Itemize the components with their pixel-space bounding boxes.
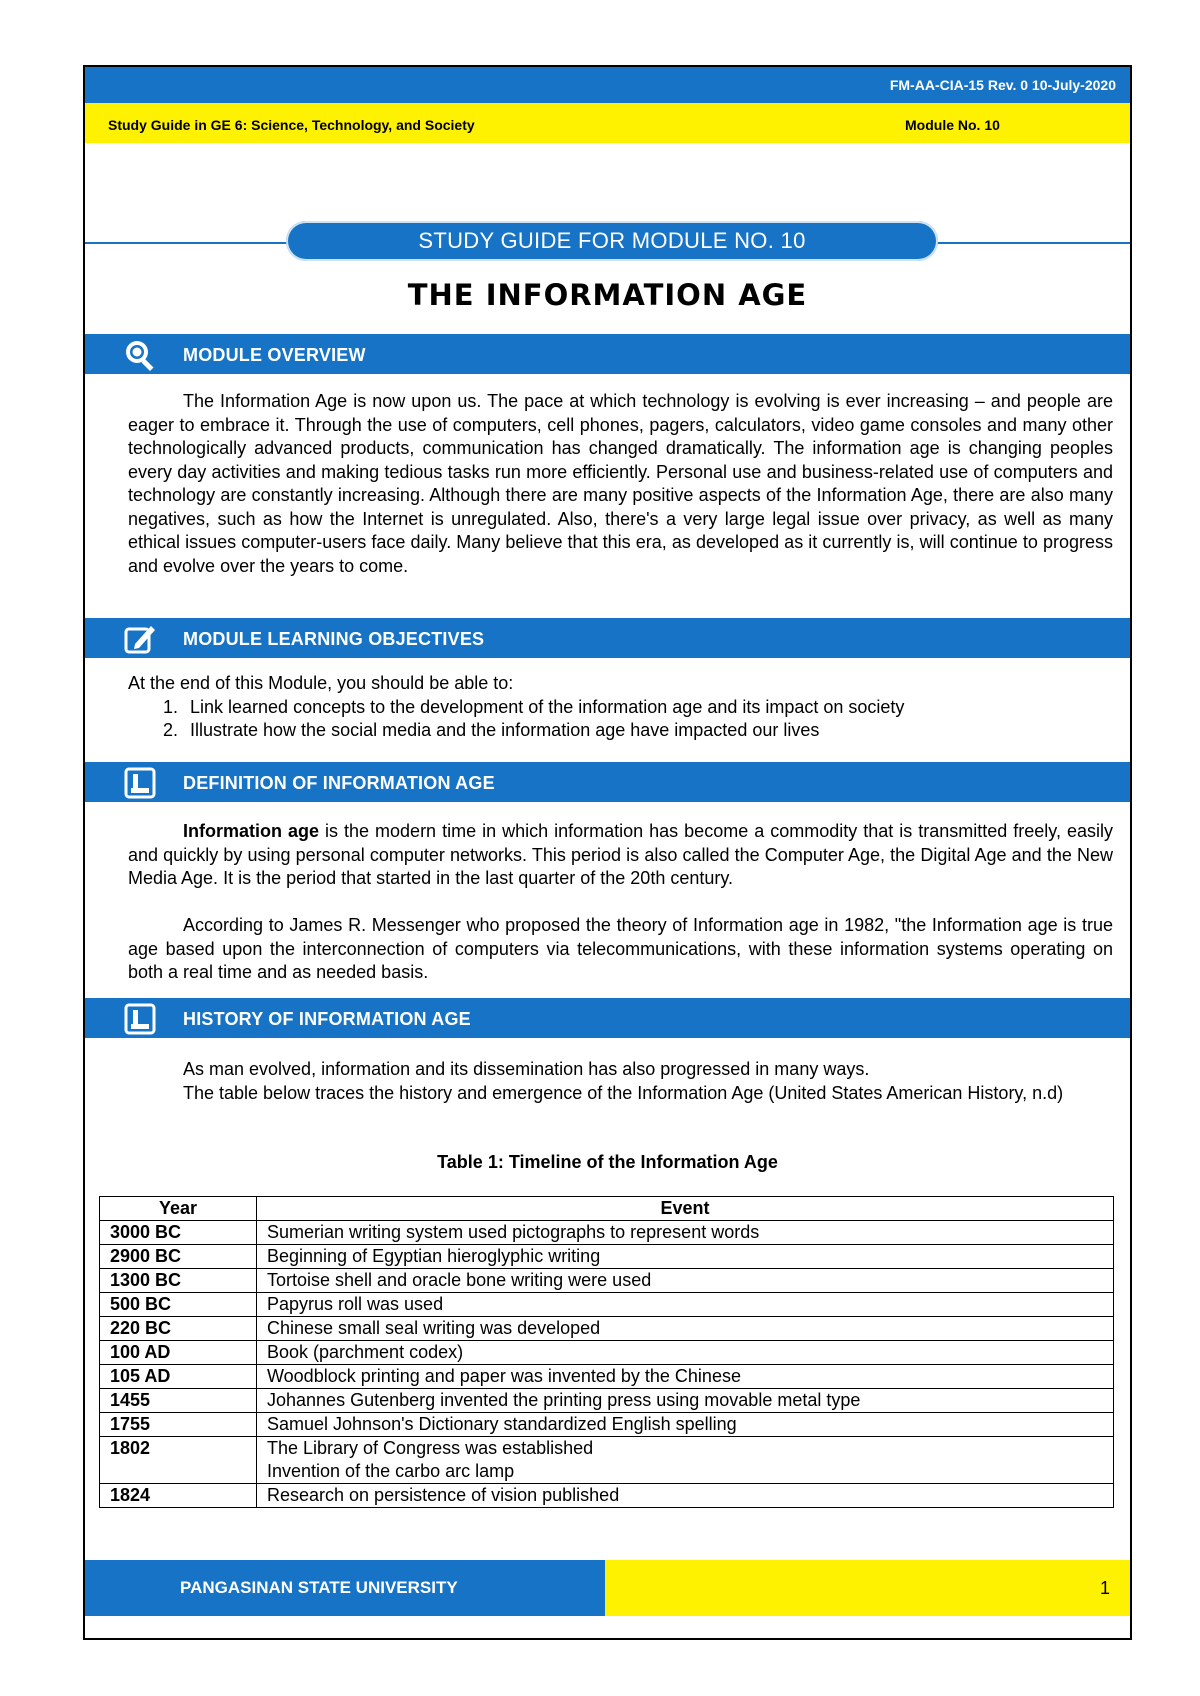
event-text: Sumerian writing system used pictographs to represent words [267, 1222, 760, 1242]
section-overview-label: MODULE OVERVIEW [183, 345, 366, 365]
table-cell-year: 2900 BC [100, 1245, 257, 1269]
event-text: Johannes Gutenberg invented the printing press using movable metal type [267, 1390, 861, 1410]
table-row [100, 1437, 1114, 1484]
reading-icon [123, 766, 157, 800]
overview-paragraph: The Information Age is now upon us. The pace at which technology is evolving is ever increasing – and people are eager to embrace it. Through the use of computers, cell phones, pagers, calculators, video game consoles and many other technologically advanced products, communication has changed dramatically. The information age is changing peoples every day activities and making tedious tasks run more efficiently. Personal use and business-related use of computers and technology are constantly increasing. Although there are many positive aspects of the Information Age, there are also many negatives, such as how the Internet is unregulated. Also, there's a very large legal issue over privacy, as well as many ethical issues computer-users face daily. Many believe that this era, as developed as it currently is, will continue to progress and evolve over the years to come. [128, 391, 1113, 576]
table-cell-event [257, 1413, 1114, 1437]
objectives-intro: At the end of this Module, you should be able to: [128, 673, 514, 693]
table-row [100, 1293, 1114, 1317]
section-objectives-label: MODULE LEARNING OBJECTIVES [183, 629, 485, 649]
table-cell-event [257, 1389, 1114, 1413]
form-code: FM-AA-CIA-15 Rev. 0 10-July-2020 [889, 77, 1116, 93]
list-item-number: 1. [162, 696, 178, 717]
table-cell-event [257, 1365, 1114, 1389]
footer-blue-band [85, 1560, 605, 1616]
list-item-text: Link learned concepts to the development of the information age and its impact on society [190, 696, 905, 717]
event-text: Beginning of Egyptian hieroglyphic writing [267, 1246, 601, 1266]
section-definition-bar [85, 762, 1130, 802]
table-row [100, 1269, 1114, 1293]
list-item-number: 2. [162, 720, 178, 740]
table-row [100, 1221, 1114, 1245]
table-cell-event [257, 1317, 1114, 1341]
header-blue-band [85, 67, 1130, 103]
section-overview-bar [85, 334, 1130, 374]
header-yellow-band [85, 103, 1130, 143]
table-cell-year: 500 BC [100, 1293, 257, 1317]
reading-icon [123, 1002, 157, 1036]
list-item [128, 696, 1113, 720]
table-cell-event [257, 1484, 1114, 1508]
footer-yellow-band [605, 1560, 1130, 1616]
study-guide-banner: STUDY GUIDE FOR MODULE NO. 10 [286, 221, 938, 261]
event-text: Research on persistence of vision published [267, 1485, 620, 1505]
list-item [128, 719, 1113, 743]
table-cell-year: 1824 [100, 1484, 257, 1508]
table-row [100, 1317, 1114, 1341]
event-text: Papyrus roll was used [267, 1294, 444, 1314]
timeline-table [99, 1196, 1114, 1508]
table-header-row [100, 1197, 1114, 1221]
footer-university: PANGASINAN STATE UNIVERSITY [180, 1578, 458, 1597]
event-text: The Library of Congress was established [267, 1438, 594, 1458]
event-text: Chinese small seal writing was developed [267, 1318, 601, 1338]
history-paragraph-2: The table below traces the history and emergence of the Information Age (United States American History, n.d) [183, 1082, 1064, 1103]
table-row [100, 1341, 1114, 1365]
guide-title: Study Guide in GE 6: Science, Technology, and Society [108, 117, 475, 133]
page-number: 1 [1099, 1578, 1110, 1598]
table-cell-year: 105 AD [100, 1365, 257, 1389]
table-caption: Table 1: Timeline of the Information Age [437, 1152, 778, 1172]
table-cell-year: 1455 [100, 1389, 257, 1413]
column-header-event: Event [257, 1197, 1114, 1221]
table-cell-event [257, 1341, 1114, 1365]
history-paragraph-1: As man evolved, information and its dissemination has also progressed in many ways. [183, 1059, 870, 1079]
page-title: THE INFORMATION AGE [407, 278, 808, 312]
table-cell-year: 1755 [100, 1413, 257, 1437]
table-cell-event [257, 1269, 1114, 1293]
definition-text: is the modern time in which information has become a commodity that is transmitted freely, easily and quickly by using personal computer networks. This period is also called the Computer Age, the Digital Age and the New Media Age. It is the period that started in the last quarter of the 20th century. [128, 821, 1113, 888]
definition-paragraph-1 [128, 820, 1113, 891]
definition-paragraph-2: According to James R. Messenger who proposed the theory of Information age in 1982, "the Information age is true age based upon the interconnection of computers via telecommunications, with these information systems operating on both a real time and as needed basis. [128, 915, 1113, 982]
table-row [100, 1413, 1114, 1437]
table-cell-year: 3000 BC [100, 1221, 257, 1245]
section-objectives-bar [85, 618, 1130, 658]
column-header-year: Year [100, 1197, 257, 1221]
table-cell-year: 100 AD [100, 1341, 257, 1365]
event-text: Woodblock printing and paper was invented by the Chinese [267, 1366, 741, 1386]
table-body [100, 1221, 1114, 1508]
event-text: Book (parchment codex) [267, 1342, 464, 1362]
section-history-label: HISTORY OF INFORMATION AGE [183, 1009, 471, 1029]
table-cell-year: 1802 [100, 1437, 257, 1484]
table-cell-event [257, 1437, 1114, 1484]
module-number: Module No. 10 [905, 117, 1000, 133]
event-text: Invention of the carbo arc lamp [267, 1461, 515, 1481]
table-cell-event [257, 1245, 1114, 1269]
section-history-bar [85, 998, 1130, 1038]
pencil-edit-icon [123, 622, 157, 656]
list-item-text: Illustrate how the social media and the information age have impacted our lives [190, 720, 820, 740]
history-paragraphs [128, 1058, 1113, 1105]
event-text: Samuel Johnson's Dictionary standardized English spelling [267, 1414, 737, 1434]
table-cell-event [257, 1293, 1114, 1317]
table-row [100, 1365, 1114, 1389]
table-row [100, 1245, 1114, 1269]
table-cell-year: 1300 BC [100, 1269, 257, 1293]
table-cell-event [257, 1221, 1114, 1245]
definition-term: Information age [183, 821, 320, 841]
section-definition-label: DEFINITION OF INFORMATION AGE [183, 773, 495, 793]
table-row [100, 1484, 1114, 1508]
magnifier-icon [123, 338, 157, 372]
event-text: Tortoise shell and oracle bone writing were used [267, 1270, 652, 1290]
table-cell-year: 220 BC [100, 1317, 257, 1341]
table-row [100, 1389, 1114, 1413]
objectives-list [128, 672, 1113, 743]
